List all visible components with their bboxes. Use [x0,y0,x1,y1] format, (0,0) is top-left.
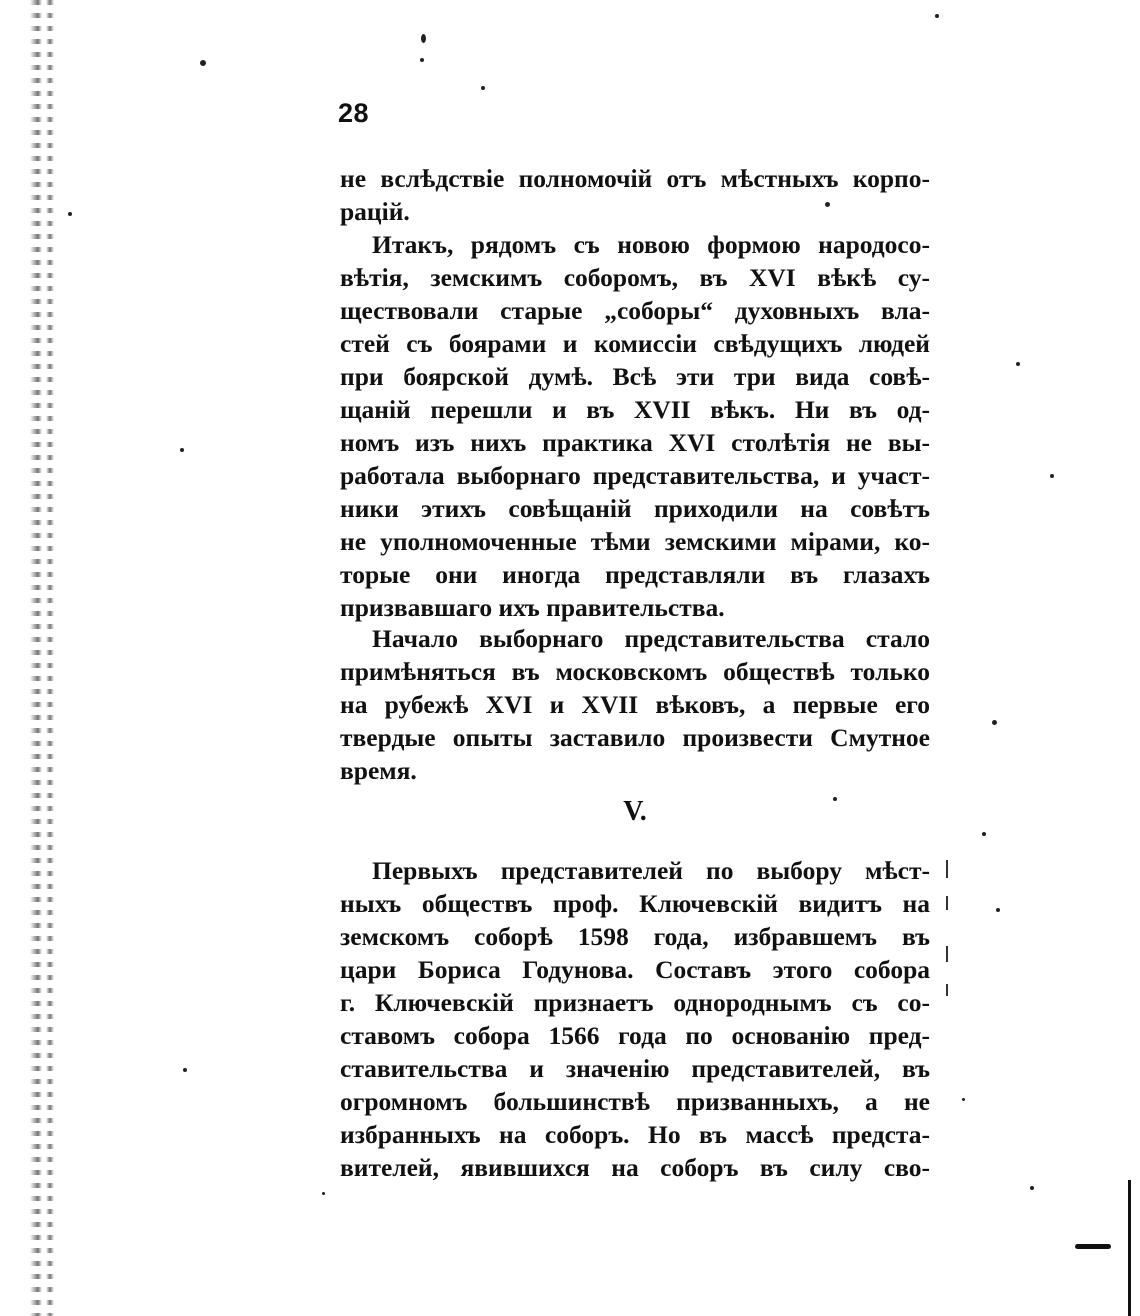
text-line: ныхъ обществъ проф. Ключевскій видитъ на [340,889,930,918]
text-line: ставительства и значенію представителей, въ [340,1054,930,1083]
ink-speck [481,86,485,90]
ink-speck [996,908,1000,912]
text-line: ществовали старые „соборы“ духовныхъ вла- [340,296,930,325]
paragraph-3 [340,622,930,787]
text-line: огромномъ большинствѣ призванныхъ, а не [340,1087,930,1116]
ink-speck [421,34,426,43]
text-line: номъ изъ нихъ практика XVI столѣтія не вы- [340,428,930,457]
page-edge-left [30,0,60,1316]
ink-speck [200,60,206,66]
text-line: вѣтія, земскимъ соборомъ, въ XVI вѣкѣ су- [340,263,930,292]
text-line: избранныхъ на соборъ. Но въ массѣ предста- [340,1120,930,1149]
ink-speck [1050,474,1054,478]
ink-speck [68,212,72,216]
text-line: цари Бориса Годунова. Составъ этого собора [340,955,930,984]
text-line: ставомъ собора 1566 года по основанію пред- [340,1021,930,1050]
page-edge-mark [1075,1244,1111,1249]
ink-speck [180,448,184,452]
ink-speck [992,720,997,725]
text-line: стей съ боярами и комиссіи свѣдущихъ людей [340,329,930,358]
text-line: работала выборнаго представительства, и участ- [340,461,930,490]
text-line: не вслѣдствіе полномочій отъ мѣстныхъ корпо- [340,164,930,193]
ink-speck [183,1068,187,1072]
text-line: примѣняться въ московскомъ обществѣ только [340,657,930,686]
text-line: не уполномоченные тѣми земскими мірами, ко- [340,527,930,556]
page-edge-dash [946,896,948,910]
page-edge-dash [946,984,948,996]
paragraph-4 [340,854,930,1184]
ink-speck [1030,1186,1034,1190]
text-line: ники этихъ совѣщаній приходили на совѣтъ [340,494,930,523]
paragraph-1 [340,162,930,228]
ink-speck [322,1192,325,1195]
text-line: на рубежѣ XVI и XVII вѣковъ, а первые его [340,690,930,719]
text-line: щаній перешли и въ XVII вѣкъ. Ни въ од- [340,395,930,424]
ink-speck [935,14,939,18]
ink-speck [420,58,424,62]
text-line: при боярской думѣ. Всѣ эти три вида совѣ- [340,362,930,391]
paragraph-2 [340,228,930,624]
text-line: земскомъ соборѣ 1598 года, избравшемъ въ [340,922,930,951]
text-line: Итакъ, рядомъ съ новою формою народосо- [372,230,930,259]
ink-speck [1016,362,1020,366]
page-edge-dash [946,946,948,962]
page-edge-right [1128,1180,1131,1316]
ink-speck [962,1098,965,1101]
section-heading: V. [623,796,647,827]
page-edge-dash [946,860,948,878]
text-line: призвавшаго ихъ правительства. [340,593,725,622]
text-line: время. [340,756,417,785]
text-line: рацій. [340,197,410,226]
text-line: г. Ключевскій признаетъ однороднымъ съ со- [340,988,930,1017]
page-number: 28 [338,98,370,128]
text-line: Первыхъ представителей по выбору мѣст- [372,856,930,885]
text-line: твердые опыты заставило произвести Смутное [340,723,930,752]
ink-speck [982,832,986,836]
text-line: вителей, явившихся на соборъ въ силу сво- [340,1153,930,1182]
text-line: торые они иногда представляли въ глазахъ [340,560,930,589]
text-line: Начало выборнаго представительства стало [372,624,930,653]
